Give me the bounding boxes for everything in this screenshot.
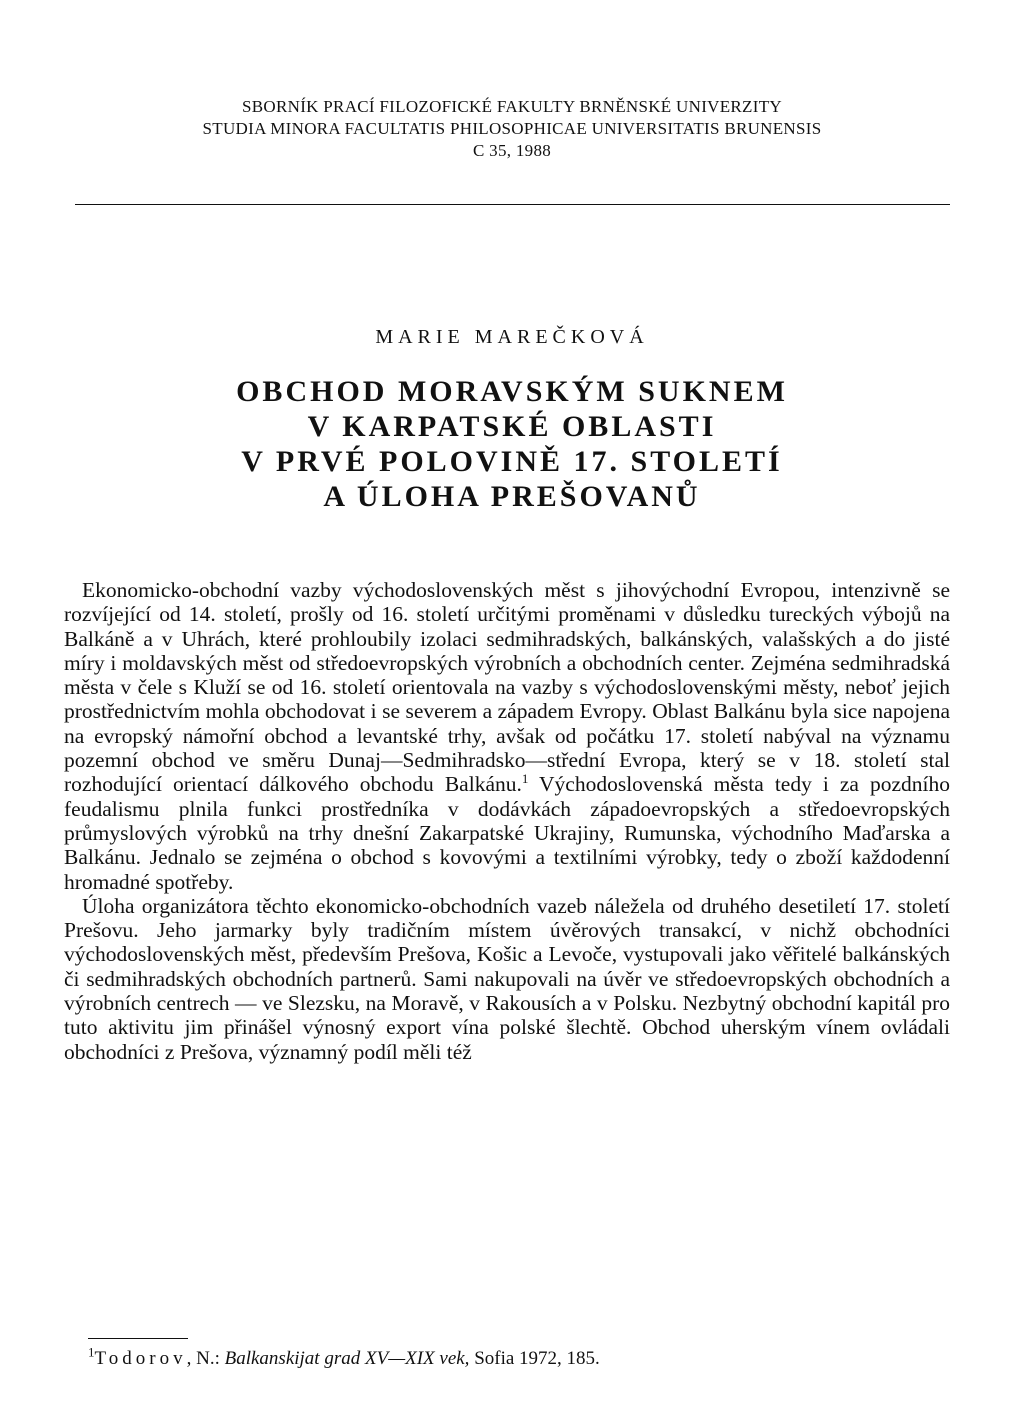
article-title [60, 374, 964, 514]
footnote-rest: Sofia 1972, 185. [469, 1348, 600, 1369]
journal-header [60, 96, 964, 162]
header-rule [75, 204, 950, 205]
article-author: MARIE MAREČKOVÁ [375, 326, 649, 348]
title-line-1: OBCHOD MORAVSKÝM SUKNEM [236, 375, 788, 408]
title-line-2: V KARPATSKÉ OBLASTI [307, 410, 717, 443]
paragraph-2: Úloha organizátora těchto ekonomicko-obchodních vazeb náležela od druhého desetiletí 17. století Prešovu. Jeho jarmarky byly tradičním místem úvěrových transakcí, v nichž obchodníci východoslovenských měst, především Prešova, Košic a Levoče, vystupovali jako věřitelé balkánských či sedmihradských obchodních partnerů. Sami nakupovali na úvěr ve středoevropských obchodních a výrobních centrech — ve Slezsku, na Moravě, v Rakousích a v Polsku. Nezbytný obchodní kapitál pro tuto aktivitu jim přinášel výnosný export vína polské šlechtě. Obchod uherským vínem ovládali obchodníci z Prešova, významný podíl měli též [64, 893, 950, 1064]
footnote-mark: 1 [88, 1344, 95, 1360]
article-body [64, 578, 950, 1064]
paragraph-1-text-b: Východoslovenská města tedy i za pozdního feudalismu plnila funkci prostředníka v dodávkách západoevropských a středoevropských průmyslových výrobků na trhy dnešní Zakarpatské Ukrajiny, Rumunska, východního Maďarska a Balkánu. Jednalo se zejména o obchod s kovovými a textilními výrobky, tedy o zboží každodenní hromadné spotřeby. [64, 772, 951, 894]
journal-volume: C 35, 1988 [472, 141, 552, 160]
journal-title-latin: STUDIA MINORA FACULTATIS PHILOSOPHICAE UNIVERSITATIS BRUNENSIS [202, 119, 822, 138]
footnote-author: Todorov [94, 1348, 187, 1369]
title-line-4: A ÚLOHA PREŠOVANŮ [323, 480, 701, 513]
paragraph-1-text-a: Ekonomicko-obchodní vazby východoslovenských měst s jihovýchodní Evropou, intenzivně se rozvíjející od 14. století, prošly od 16. století určitými proměnami v důsledku tureckých výbojů na Balkáně a v Uhrách, které prohloubily izolaci sedmihradských, balkánských, valašských a do jisté míry i moldavských měst od středoevropských výrobních a obchodních center. Zejména sedmihradská města v čele s Kluží se od 16. století orientovala na vazby s východoslovenskými městy, neboť jejich prostřednictvím mohla obchodovat i se severem a západem Evropy. Oblast Balkánu byla sice napojena na evropský námořní obchod a levantské trhy, avšak od počátku 17. století nabýval na významu pozemní obchod ve směru Dunaj—Sedmihradsko—střední Evropa, který se v 18. století stal rozhodující orientací dálkového obchodu Balkánu. [64, 578, 950, 797]
title-line-3: V PRVÉ POLOVINĚ 17. STOLETÍ [241, 445, 783, 478]
journal-title-czech: SBORNÍK PRACÍ FILOZOFICKÉ FAKULTY BRNĚNSKÉ UNIVERZITY [242, 97, 782, 116]
footnote-reference: 1 [521, 771, 529, 787]
footnote-work: Balkanskijat grad XV—XIX vek, [224, 1348, 470, 1369]
footnote [88, 1344, 948, 1370]
paragraph-1 [64, 578, 950, 894]
footnote-rule [88, 1338, 188, 1339]
footnote-initial: , N.: [186, 1348, 225, 1369]
